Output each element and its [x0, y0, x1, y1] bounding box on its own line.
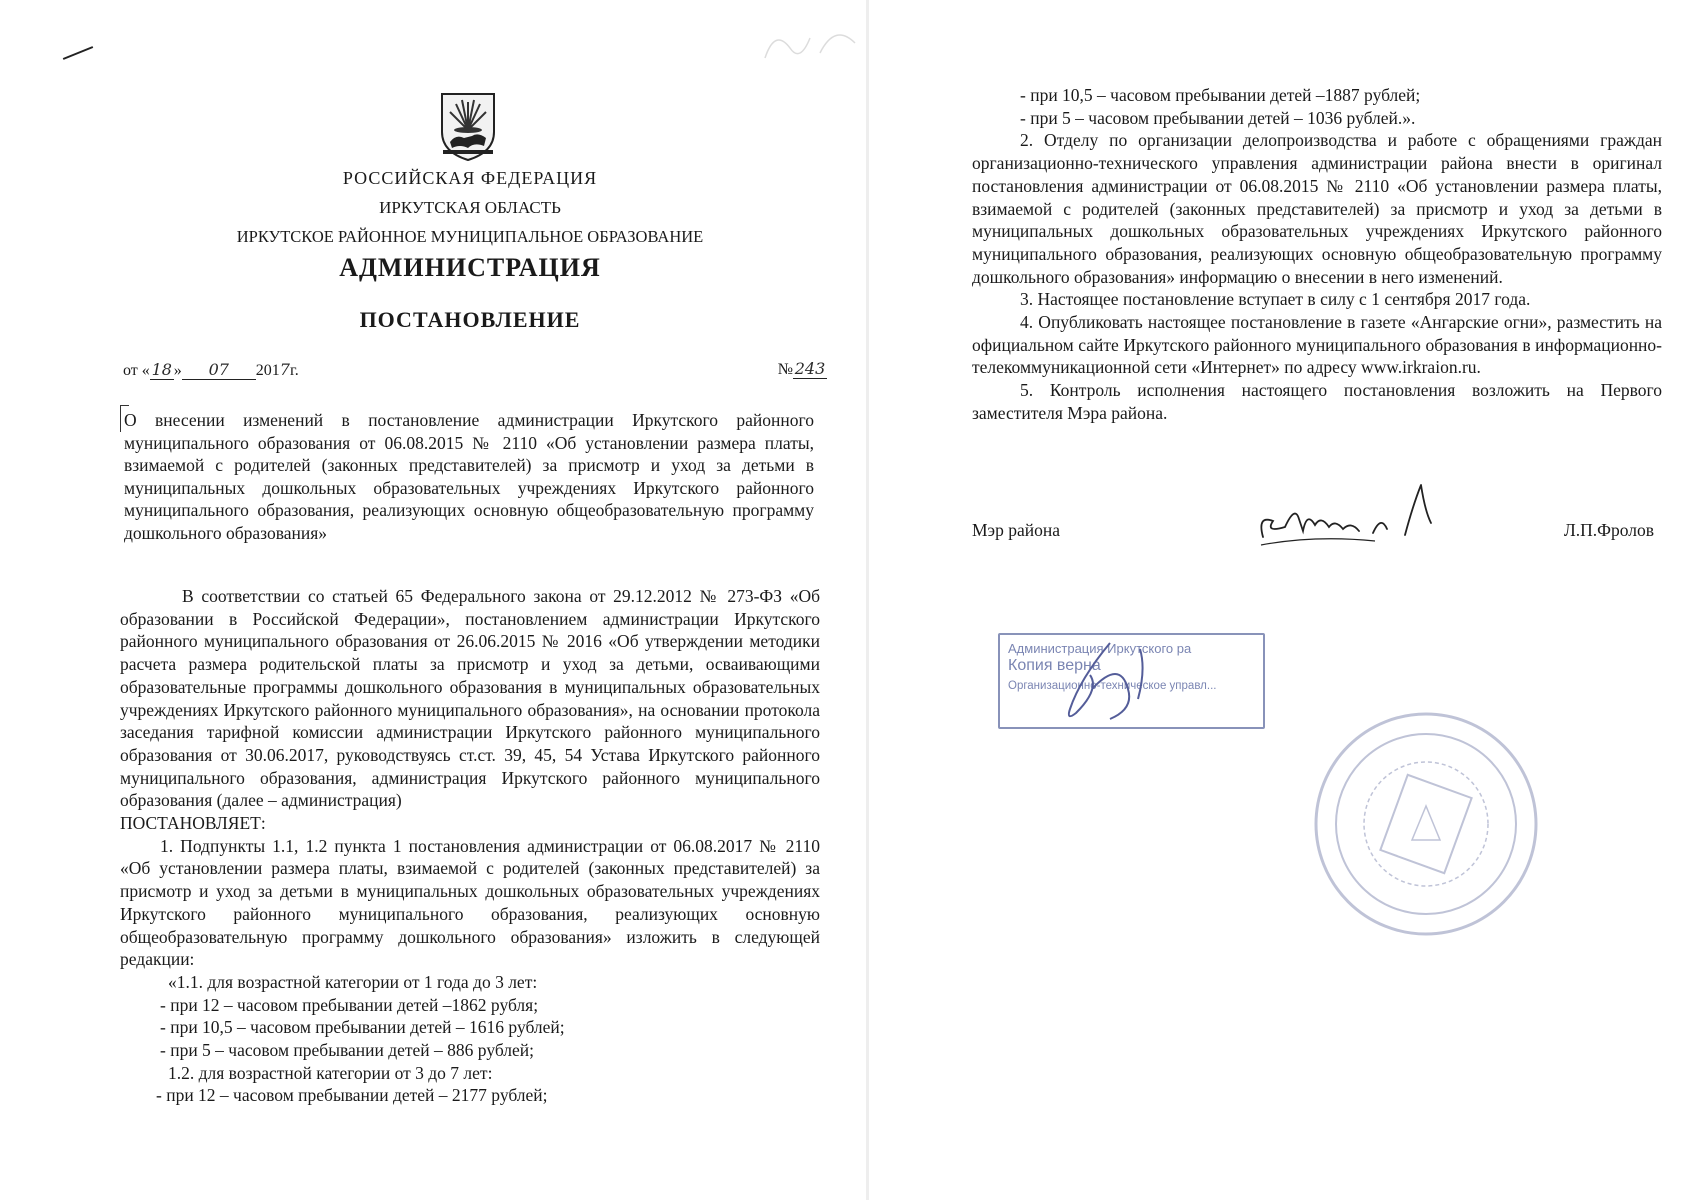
category-1-line: - при 5 – часовом пребывании детей – 886 рублей; [160, 1040, 535, 1061]
date-number-line [123, 360, 827, 384]
header-municipality: ИРКУТСКОЕ РАЙОННОЕ МУНИЦИПАЛЬНОЕ ОБРАЗОВАНИЕ [236, 227, 704, 246]
signatory-name: Л.П.Фролов [1563, 520, 1654, 540]
header-country: РОССИЙСКАЯ ФЕДЕРАЦИЯ [342, 168, 598, 188]
item-5-paragraph: 5. Контроль исполнения настоящего постановления возложить на Первого заместителя Мэра района. [972, 380, 1662, 423]
category-1-title: «1.1. для возрастной категории от 1 года до 3 лет: [168, 971, 538, 992]
document-type: ПОСТАНОВЛЕНИЕ [359, 307, 581, 332]
official-round-seal-icon [1312, 710, 1540, 938]
document-number-value: 243 [794, 359, 826, 378]
date-day: 18 [151, 360, 172, 379]
stamp-line-2: Копия верна [1008, 657, 1101, 674]
item-2-paragraph: 2. Отделу по организации делопроизводства и работе с обращениями граждан организационно-технического управления администрации района внести в оригинал постановления администрации от 06.08.2015 № 2110 «Об установлении размера платы, взимаемой с родителей (законных представителей) за присмотр и уход за детьми в муниципальных дошкольных образовательных учреждениях Иркутского районного муниципального образования, реализующих основную общеобразовательную программу дошкольного образования» информацию о внесении в него изменений. [972, 130, 1662, 287]
item-3-paragraph: 3. Настоящее постановление вступает в силу с 1 сентября 2017 года. [1020, 289, 1531, 310]
document-subject: О внесении изменений в постановление администрации Иркутского районного муниципального образования от 06.08.2015 № 2110 «Об установлении размера платы, взимаемой с родителей (законных представителей) за присмотр и уход за детьми в муниципальных дошкольных образовательных учреждениях Иркутского районного муниципального образования, реализующих основную общеобразовательную программу дошкольного образования» [124, 410, 814, 543]
copy-certified-stamp [998, 633, 1265, 729]
handwritten-signature [1255, 475, 1445, 555]
stamp-signature [1050, 639, 1170, 723]
pencil-mark [760, 18, 870, 78]
category-1-line: - при 10,5 – часовом пребывании детей – 1616 рублей; [160, 1017, 565, 1038]
item-1-paragraph: 1. Подпункты 1.1, 1.2 пункта 1 постановления администрации от 06.08.2017 № 2110 «Об установлении размера платы, взимаемой с родителей (законных представителей) за присмотр и уход за детьми в муниципальных дошкольных образовательных учреждениях Иркутского районного муниципального образования, реализующих основную общеобразовательную программу дошкольного образования» изложить в следующей редакции: [120, 835, 820, 970]
category-2-line: - при 12 – часовом пребывании детей – 2177 рублей; [156, 1085, 548, 1106]
preamble-paragraph: В соответствии со статьей 65 Федерального закона от 29.12.2012 № 273-ФЗ «Об образовании в Российской Федерации», постановлением администрации Иркутского районного муниципального образования от 26.06.2015 № 2016 «Об утверждении методики расчета размера родительской платы за присмотр и уход за детьми, осваивающими образовательные программы дошкольного образования в муниципальных образовательных учреждениях Иркутского районного муниципального образования», на основании протокола заседания тарифной комиссии администрации Иркутского районного муниципального образования от 30.06.2017, руководствуясь ст.ст. 39, 45, 54 Устава Иркутского районного муниципального образования, администрация Иркутского районного муниципального образования (далее – администрация) [120, 586, 820, 811]
category-2-line: - при 10,5 – часовом пребывании детей –1887 рублей; [1020, 85, 1421, 105]
right-column-text [972, 84, 1662, 425]
page-gutter [866, 0, 869, 1200]
header-authority: АДМИНИСТРАЦИЯ [339, 253, 601, 282]
category-2-line: - при 5 – часовом пребывании детей – 1036 рублей.». [1020, 107, 1416, 128]
date-year-digit: 7 [279, 360, 290, 379]
main-text [120, 585, 820, 1107]
document-number: № 243 [777, 359, 826, 378]
signatory-title: Мэр района [972, 520, 1060, 540]
document-date: от « 18 » 07 2017г. [123, 360, 299, 379]
stamp-line-3: Организационно-техническое управл... [1008, 680, 1217, 692]
header-region: ИРКУТСКАЯ ОБЛАСТЬ [379, 198, 561, 217]
category-1-line: - при 12 – часовом пребывании детей –1862 рубля; [160, 994, 539, 1015]
stamp-line-1: Администрация Иркутского ра [1008, 641, 1192, 656]
resolves-heading: ПОСТАНОВЛЯЕТ: [120, 813, 266, 834]
margin-mark [63, 46, 93, 60]
coat-of-arms-icon [438, 90, 498, 162]
date-month: 07 [182, 361, 256, 380]
item-4-paragraph: 4. Опубликовать настоящее постановление в газете «Ангарские огни», разместить на официальном сайте Иркутского районного муниципального образования в информационно-телекоммуникационной сети «Интернет» по адресу www.irkraion.ru. [972, 312, 1662, 378]
category-2-title: 1.2. для возрастной категории от 3 до 7 лет: [168, 1062, 493, 1083]
